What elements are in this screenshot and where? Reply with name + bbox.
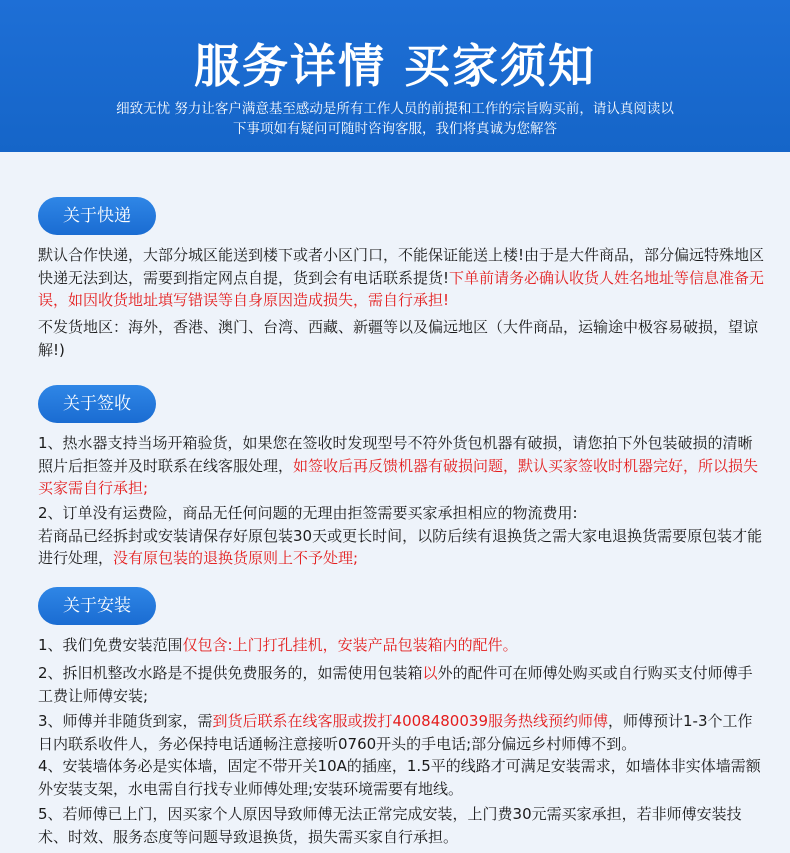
- sign-p1-warning: 如签收后再反馈机器有破损问题，默认买家签收时机器完好，所以损失买家需自行承担;: [38, 456, 759, 497]
- express-p1-text: 默认合作快递，大部分城区能送到楼下或者小区门口，不能保证能送上楼!由于是大件商品，部分偏远特殊地区快递无法到达，需要到指定网点自提，货到会有电话联系提货!: [38, 246, 765, 287]
- header-subtitle: 细致无忧 努力让客户满意基至感动是所有工作人员的前提和工作的宗旨购买前，请认真阅读以下事项如有疑问可随时咨询客服，我们将真诚为您解答: [116, 101, 674, 137]
- section-title-express: 关于快递: [38, 197, 156, 235]
- install-p2-text-c: 外的配件可在师傅处购买或自行购买支付师傅手工费让师傅安装;: [38, 664, 753, 705]
- express-paragraph-1: [38, 244, 766, 312]
- install-paragraph-2: [38, 662, 766, 707]
- install-p3-text-a: 3、师傅并非随货到家，需: [38, 712, 213, 730]
- header-banner: [0, 0, 790, 152]
- install-paragraph-4: 4、安装墙体务必是实体墙，固定不带开关10A的插座，1.5平的线路才可满足安装需求，如墙体非实体墙需额外安装支架，水电需自行找专业师傅处理;安装环境需要有地线。: [38, 757, 761, 798]
- install-p1-text: 1、我们免费安装范围: [38, 636, 183, 654]
- install-p3-highlight: 到货后联系在线客服或拨打4008480039服务热线预约师傅: [212, 712, 608, 730]
- sign-paragraph-1: [38, 432, 766, 500]
- section-title-sign: 关于签收: [38, 385, 156, 423]
- express-p1-warning: 下单前请务必确认收货人姓名地址等信息准备无误，如因收货地址填写错误等自身原因造成损失，需自行承担!: [38, 268, 765, 309]
- install-p3-text-c: ，师傅预计1-3个工作日内联系收件人，务必保持电话通畅注意接听0760开头的手电话;部分偏远乡村师傅不到。: [38, 712, 753, 753]
- install-paragraph-1: [38, 634, 766, 657]
- install-paragraph-5: 5、若师傅已上门，因买家个人原因导致师傅无法正常完成安装，上门费30元需买家承担，若非师傅安装技术、时效、服务态度等问题导致退换货，损失需买家自行承担。: [38, 805, 742, 846]
- sign-p1-text: 1、热水器支持当场开箱验货，如果您在签收时发现型号不符外货包机器有破损，请您拍下外包装破损的清晰照片后拒签并及时联系在线客服处理，: [38, 434, 753, 475]
- sign-paragraph-2: [38, 502, 766, 570]
- sign-p2-text: 2、订单没有运费险，商品无任何问题的无理由拒签需要买家承担相应的物流费用: 若商品已经拆封或安装请保存好原包装30天或更长时间，以防后续有退换货之需大家电退换货需要原包装才能进行处理，: [38, 504, 763, 567]
- section-title-install: 关于安装: [38, 587, 156, 625]
- page-title: 服务详情 买家须知: [193, 39, 596, 93]
- install-p2-text-a: 2、拆旧机整改水路是不提供免费服务的，如需使用包装箱: [38, 664, 423, 682]
- install-paragraph-3: [38, 710, 766, 755]
- sign-p2-warning: 没有原包装的退换货原则上不予处理;: [113, 549, 359, 567]
- install-p1-highlight: 仅包含:上门打孔挂机，安装产品包装箱内的配件。: [182, 636, 518, 654]
- install-p2-highlight: 以: [422, 664, 438, 682]
- express-paragraph-2: 不发货地区：海外，香港、澳门、台湾、西藏、新疆等以及偏远地区（大件商品，运输途中极容易破损，望谅解!): [38, 318, 759, 359]
